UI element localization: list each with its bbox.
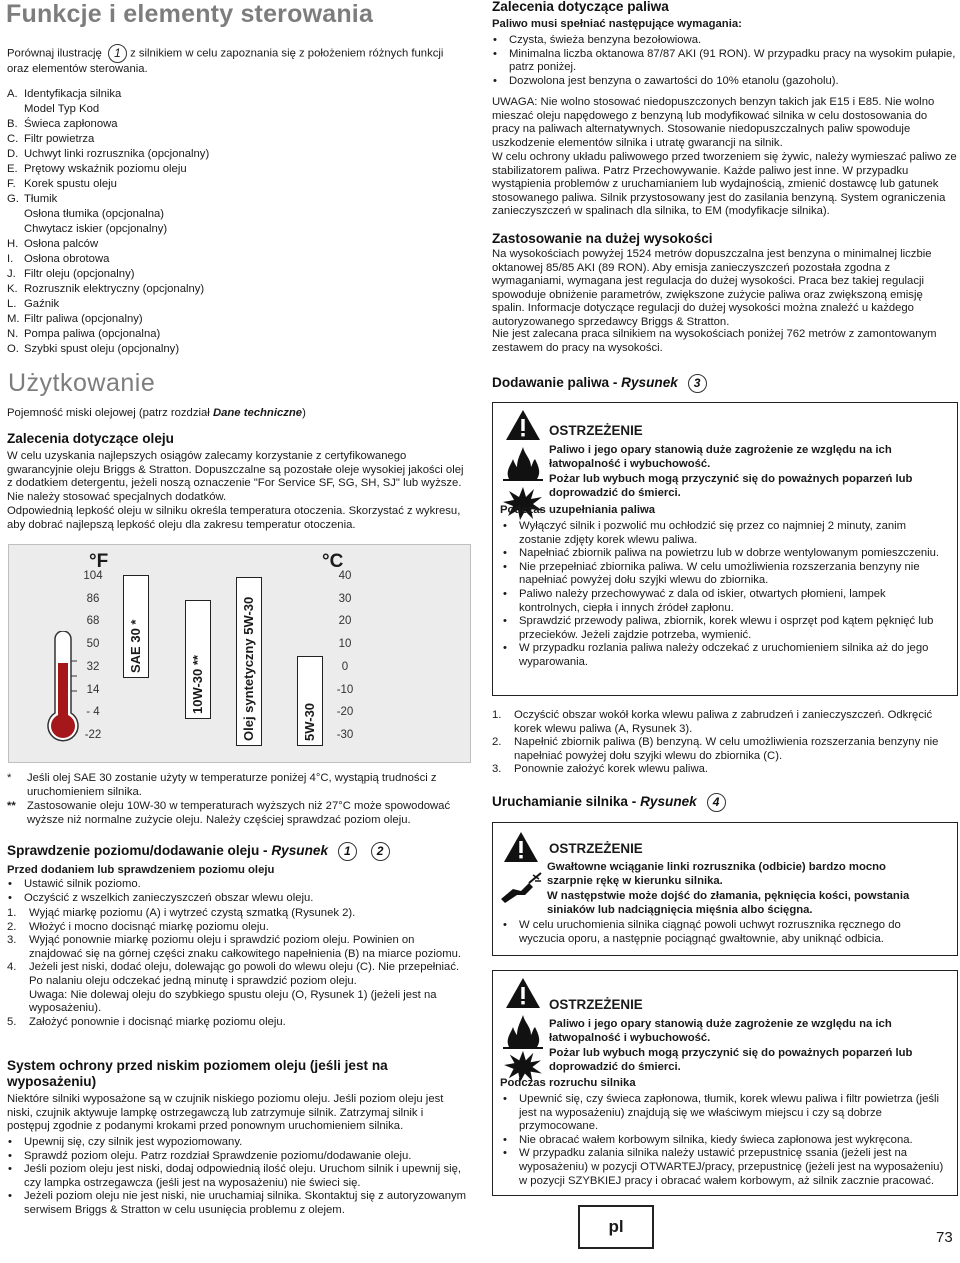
- fahrenheit-tick: 104: [83, 570, 103, 582]
- celsius-tick: 30: [338, 592, 352, 605]
- altitude-paragraph-2: Nie jest zalecana praca silnikiem na wysokościach poniżej 762 metrów z zamontowanym zestawem do pracy na wysokości.: [492, 328, 937, 354]
- fahrenheit-tick: 68: [86, 615, 100, 628]
- oil-section-title: Zalecenia dotyczące oleju: [7, 431, 174, 446]
- step-number: 1.: [7, 907, 17, 919]
- footnote-2-text: Zastosowanie oleju 10W-30 w temperaturach wyższych niż 27°C może spowodować wyższe niż normalne zużycie oleju. Należy częściej sprawdzać poziom oleju.: [27, 800, 451, 826]
- check-steps: [7, 907, 467, 1029]
- parts-list-key: O.: [7, 343, 19, 355]
- warning-title: OSTRZEŻENIE: [549, 997, 643, 1012]
- viscosity-bar: [185, 600, 211, 719]
- step-text: Ponownie założyć korek wlewu paliwa.: [514, 763, 709, 776]
- parts-list-item: [7, 117, 467, 132]
- parts-list-item: [7, 297, 467, 312]
- step-item: [7, 921, 467, 935]
- list-item: • Jeśli poziom oleju jest niski, dodaj odpowiednią ilość oleju. Uruchom silnik i upewnij się, czy lampka ostrzegawcza (jeśli jest na wyposażeniu) nie świeci się.: [2, 1163, 467, 1190]
- celsius-tick: 0: [341, 660, 349, 673]
- parts-list-key: K.: [7, 283, 18, 295]
- parts-list-item: [7, 147, 467, 162]
- add-fuel-title-text: Dodawanie paliwa -: [492, 375, 622, 391]
- parts-list-key: C.: [7, 133, 19, 145]
- parts-list-key: G.: [7, 193, 19, 205]
- parts-list-item: [7, 162, 467, 177]
- intro-text-cont: z silnikiem w celu zapoznania się z położeniem różnych funkcji oraz elementów sterowania.: [7, 47, 444, 75]
- parts-list-item: [7, 312, 467, 327]
- step-text: Wyjąć ponownie miarkę poziomu oleju i sprawdzić poziom oleju. Powinien on znajdować się na górnej części znaku całkowitego napełnienia (B) na miarce poziomu.: [29, 934, 462, 960]
- start-title-ref: Rysunek: [640, 794, 697, 810]
- figure-ref-2: 2: [371, 842, 390, 861]
- low-oil-paragraph: Niektóre silniki wyposażone są w czujnik niskiego poziomu oleju. Jeśli poziom oleju jest niski, czujnik aktywuje lampkę ostrzegawczą lub zatrzymuje silnik. Zatrzymaj silnik i postępuj zgodnie z podanymi krokami przed ponownym uruchomieniem silnika.: [7, 1093, 444, 1133]
- fahrenheit-tick: 14: [86, 683, 100, 696]
- figure-ref-1: 1: [338, 842, 357, 861]
- warning-bullets: [497, 919, 949, 946]
- list-item: • Ustawić silnik poziomo.: [2, 878, 467, 892]
- parts-list-key: L.: [7, 298, 17, 310]
- parts-list-key: E.: [7, 163, 18, 175]
- list-item: • Dozwolona jest benzyna o zawartości do 10% etanolu (gazoholu).: [487, 75, 957, 89]
- add-fuel-steps: [492, 709, 957, 777]
- page-number: 73: [936, 1229, 953, 1246]
- parts-list-label: Osłona palców: [24, 238, 99, 250]
- parts-list-label: Rozrusznik elektryczny (opcjonalny): [24, 283, 205, 295]
- list-item: • Upewnij się, czy silnik jest wypoziomowany.: [2, 1136, 467, 1150]
- step-number: 3.: [492, 763, 502, 776]
- warning-line-1: Gwałtowne wciąganie linki rozrusznika (odbicie) bardzo mocno szarpnie rękę w kierunku silnika.: [547, 861, 886, 887]
- warning-bullets: [497, 1093, 949, 1188]
- step-item: [7, 934, 467, 961]
- capacity-text-end: ): [302, 407, 306, 419]
- parts-list-item: [7, 237, 467, 252]
- step-number: 1.: [492, 709, 502, 721]
- list-item: • Nie przepełniać zbiornika paliwa. W celu umożliwienia rozszerzania benzyny nie napełniać powyżej dołu szyjki wlewu do zbiornika.: [497, 561, 949, 588]
- warning-bullets: [497, 520, 949, 670]
- add-fuel-title-ref: Rysunek: [621, 375, 678, 391]
- viscosity-bar-label: 10W-30 **: [190, 654, 205, 714]
- list-item: • Sprawdzić przewody paliwa, zbiornik, korek wlewu i osprzęt pod kątem pęknięć lub przecieków. Jeżeli zajdzie potrzeba, wymienić.: [497, 615, 949, 642]
- parts-list-item: [7, 252, 467, 267]
- step-item: [492, 736, 957, 763]
- warning-triangle-icon: [503, 831, 539, 863]
- step-text: Oczyścić obszar wokół korka wlewu paliwa z zabrudzeń i zanieczyszczeń. Odkręcić korek wlewu paliwa (A, Rysunek 3).: [514, 709, 933, 735]
- warning-title: OSTRZEŻENIE: [549, 841, 643, 856]
- usage-title: Użytkowanie: [8, 369, 156, 397]
- warning-subtitle: Podczas rozruchu silnika: [500, 1077, 636, 1089]
- viscosity-bar-label: Olej syntetyczny 5W-30: [241, 596, 256, 741]
- step-text: Włożyć i mocno docisnąć miarkę poziomu oleju.: [29, 920, 269, 933]
- parts-list-label: Korek spustu oleju: [24, 178, 117, 190]
- list-item: • W przypadku rozlania paliwa należy odczekać z uruchomieniem silnika aż do jego wyparowania.: [497, 642, 949, 669]
- capacity-ref: Dane techniczne: [212, 407, 303, 419]
- parts-list-key: M.: [7, 313, 20, 325]
- footnote-1-mark: *: [7, 772, 12, 784]
- parts-list-item: [7, 207, 467, 222]
- fahrenheit-tick: - 4: [86, 706, 100, 719]
- parts-list-label: Filtr paliwa (opcjonalny): [24, 313, 143, 325]
- parts-list-key: F.: [7, 178, 16, 190]
- celsius-unit: °C: [322, 551, 344, 572]
- page-title: Funkcje i elementy sterowania: [6, 0, 374, 28]
- fuel-subtitle: Paliwo musi spełniać następujące wymagania:: [492, 18, 742, 30]
- footnote-2-mark: **: [7, 800, 16, 812]
- step-item: [7, 961, 467, 988]
- warning-triangle-icon: [505, 409, 541, 441]
- list-item: • Paliwo należy przechowywać z dala od iskier, otwartych płomieni, lampek kontrolnych, ciepła i innych źródeł zapłonu.: [497, 588, 949, 615]
- viscosity-bar-label: SAE 30 *: [128, 619, 143, 673]
- oil-paragraph-1: W celu uzyskania najlepszych osiągów zalecamy korzystanie z certyfikowanego gwarancyjnie oleju Briggs & Stratton. Dopuszczalne są pozostałe oleje wysokiej jakości olej z dodatkiem detergentu, jeżeli noszą oznaczenie "For Service SF, SG, SH, SJ" lub wyższe. Nie należy stosować specjalnych dodatków.: [7, 450, 464, 503]
- list-item: • W celu uruchomienia silnika ciągnąć powoli uchwyt rozrusznika ręcznego do wyczucia oporu, a następnie pociągnąć gwałtownie, aby uniknąć odbicia.: [497, 919, 949, 946]
- parts-list-key: [7, 207, 24, 222]
- parts-list-item: [7, 132, 467, 147]
- low-oil-bullets: [2, 1136, 467, 1218]
- start-title-text: Uruchamianie silnika -: [492, 794, 641, 810]
- warning-line-1: Paliwo i jego opary stanowią duże zagrożenie ze względu na ich łatwopalność i wybuchowość.: [549, 444, 892, 470]
- intro-text: Porównaj ilustrację: [7, 47, 102, 60]
- step-item: [492, 709, 957, 736]
- parts-list-item: [7, 267, 467, 282]
- check-title-text: Sprawdzenie poziomu/dodawanie oleju -: [7, 843, 272, 859]
- list-item: • Minimalna liczba oktanowa 87/87 AKI (91 RON). W przypadku pracy na wysokim pułapie, patrz poniżej.: [487, 48, 957, 75]
- celsius-tick: -20: [336, 706, 354, 719]
- parts-list-key: B.: [7, 118, 18, 130]
- list-item: • Sprawdź poziom oleju. Patrz rozdział Sprawdzenie poziomu/dodawanie oleju.: [2, 1150, 467, 1164]
- celsius-tick: -30: [336, 728, 354, 741]
- parts-list-item: [7, 177, 467, 192]
- celsius-tick: 10: [338, 638, 352, 651]
- check-section-title: [7, 842, 390, 861]
- warning-line-2: Pożar lub wybuch mogą przyczynić się do poważnych poparzeń lub doprowadzić do śmierci.: [549, 473, 913, 499]
- warning-triangle-icon: [505, 977, 541, 1009]
- viscosity-bar-label: 5W-30: [302, 702, 317, 741]
- step-number: 2.: [492, 736, 502, 749]
- step-text: Założyć ponownie i docisnąć miarkę poziomu oleju.: [29, 1015, 286, 1028]
- viscosity-bar: [236, 577, 262, 746]
- fahrenheit-tick: 50: [86, 638, 100, 651]
- parts-list-label: Filtr powietrza: [24, 133, 95, 145]
- parts-list-key: H.: [7, 238, 19, 250]
- step-item: [492, 763, 957, 777]
- parts-list-item: [7, 342, 467, 357]
- parts-list-label: Osłona tłumika (opcjonalna): [24, 208, 165, 220]
- parts-list-item: [7, 102, 467, 117]
- celsius-tick: 40: [338, 570, 352, 582]
- altitude-paragraph-1: Na wysokościach powyżej 1524 metrów dopuszczalna jest benzyna o minimalnej liczbie oktanowej 85/85 AKI (89 RON). Aby emisja zanieczyszczeń pozostała zgodna z wymaganiami, wymagana jest regulacja do dużej wysokości. Praca bez takiej regulacji spowoduje obniżenie parametrów, zwiększone zużycie paliwa oraz zwiększoną emisję spalin. Informacje dotyczące regulacji do dużej wysokości można znaleźć u każdego autoryzowanego sprzedawcy Briggs & Stratton.: [492, 248, 932, 328]
- fahrenheit-unit: °F: [89, 551, 109, 572]
- warning-box-start: [492, 970, 958, 1196]
- step-item: [7, 1016, 467, 1030]
- parts-list-label: Uchwyt linki rozrusznika (opcjonalny): [24, 148, 210, 160]
- parts-list: [7, 87, 467, 357]
- parts-list-label: Osłona obrotowa: [24, 253, 110, 265]
- add-fuel-title: [492, 374, 707, 393]
- capacity-line: [7, 407, 306, 421]
- parts-list-key: [7, 222, 24, 237]
- step-number: 2.: [7, 920, 17, 933]
- parts-list-key: J.: [7, 268, 16, 280]
- oil-viscosity-chart: [8, 544, 471, 763]
- parts-list-item: [7, 192, 467, 207]
- parts-list-item: [7, 222, 467, 237]
- step-item: [7, 989, 467, 1016]
- viscosity-bar: [297, 656, 323, 745]
- parts-list-key: I.: [7, 253, 14, 265]
- parts-list-label: Świeca zapłonowa: [24, 118, 118, 130]
- parts-list-key: D.: [7, 148, 19, 160]
- parts-list-label: Identyfikacja silnika: [24, 88, 122, 100]
- intro-paragraph: [7, 44, 467, 77]
- fahrenheit-tick: 32: [86, 660, 100, 673]
- parts-list-label: Prętowy wskaźnik poziomu oleju: [24, 163, 187, 175]
- parts-list-label: Szybki spust oleju (opcjonalny): [24, 343, 180, 355]
- list-item: • Napełniać zbiornik paliwa na powietrzu lub w dobrze wentylowanym pomieszczeniu.: [497, 547, 949, 561]
- parts-list-key: A.: [7, 88, 18, 100]
- parts-list-key: N.: [7, 328, 19, 340]
- fahrenheit-tick: -22: [84, 728, 102, 741]
- fuel-paragraph-2: W celu ochrony układu paliwowego przed tworzeniem się żywic, należy wymieszać paliwo ze stabilizatorem paliwa. Patrz Przechowywanie. Każde paliwo jest inne. W przypadku wystąpienia problemów z uruchamianiem lub wydajnością, zmienić dostawcę lub gatunek stosowanego paliwa. Silnik przystosowany jest do zasilania benzyną. System ograniczenia zanieczyszczeń w spalinach dla silnika, to EM (modyfikacje silnika).: [492, 151, 957, 218]
- parts-list-label: Model Typ Kod: [24, 103, 100, 115]
- figure-ref: 1: [108, 44, 127, 63]
- check-title-ref: Rysunek: [271, 843, 329, 859]
- parts-list-key: [7, 102, 24, 117]
- kickback-hand-icon: [499, 871, 543, 905]
- list-item: • Nie obracać wałem korbowym silnika, kiedy świeca zapłonowa jest wykręcona.: [497, 1134, 949, 1148]
- parts-list-label: Gaźnik: [24, 298, 60, 310]
- step-number: 4.: [7, 961, 17, 974]
- list-item: • W przypadku zalania silnika należy ustawić przepustnicę ssania (jeżeli jest na wyposażeniu) w pozycji OTWARTEJ/pracy, przepustnicę (jeżeli jest na wyposażeniu) w pozycji SZYBKIEJ pracy i obracać wałem korbowym, aż silnik zacznie pracować.: [497, 1147, 949, 1188]
- step-text: Wyjąć miarkę poziomu (A) i wytrzeć czystą szmatką (Rysunek 2).: [29, 907, 356, 919]
- check-bullets: [2, 878, 467, 905]
- fire-icon: [503, 445, 543, 481]
- step-number: 5.: [7, 1015, 17, 1028]
- warning-line-1: Paliwo i jego opary stanowią duże zagrożenie ze względu na ich łatwopalność i wybuchowość.: [549, 1018, 892, 1044]
- step-item: [7, 907, 467, 921]
- celsius-tick: 20: [338, 615, 352, 628]
- list-item: • Wyłączyć silnik i pozwolić mu ochłodzić się przez co najmniej 2 minuty, zanim zostanie zdjęty korek wlewu paliwa.: [497, 520, 949, 547]
- list-item: • Upewnić się, czy świeca zapłonowa, tłumik, korek wlewu paliwa i filtr powietrza (jeśli jest na wyposażeniu) znajdują się we właściwym miejscu i czy są dobrze przymocowane.: [497, 1093, 949, 1134]
- warning-title: OSTRZEŻENIE: [549, 423, 643, 438]
- step-text: Jeżeli jest niski, dodać oleju, dolewając go powoli do wlewu oleju (C). Nie przepełniać. Po nalaniu oleju odczekać jedną minutę i sprawdzić poziom oleju.: [29, 961, 460, 987]
- fuel-paragraph-1: UWAGA: Nie wolno stosować niedopuszczonych benzyn takich jak E15 i E85. Nie wolno mieszać oleju napędowego z benzyną lub modyfikować silnika w celu dostosowania do pracy na paliwach alternatywnych. Stosowanie niedopuszczalnych paliw spowoduje uszkodzenie elementów silnika i utratę gwarancji na silnik.: [492, 96, 935, 149]
- parts-list-label: Tłumik: [24, 193, 58, 205]
- fahrenheit-tick: 86: [86, 592, 100, 605]
- figure-ref-3: 3: [688, 374, 707, 393]
- thermometer-icon: [41, 631, 85, 747]
- list-item: • Jeżeli poziom oleju nie jest niski, nie uruchamiaj silnika. Skontaktuj się z autoryzowanym serwisem Briggs & Stratton w celu usunięcia problemu z olejem.: [2, 1190, 467, 1217]
- list-item: • Oczyścić z wszelkich zanieczyszczeń obszar wlewu oleju.: [2, 892, 467, 906]
- step-text: Uwaga: Nie dolewaj oleju do szybkiego spustu oleju (O, Rysunek 1) (jeżeli jest na wyposażeniu).: [29, 988, 437, 1015]
- warning-line-2: Pożar lub wybuch mogą przyczynić się do poważnych poparzeń lub doprowadzić do śmierci.: [549, 1047, 913, 1073]
- warning-box-refuel: [492, 402, 958, 696]
- step-text: Napełnić zbiornik paliwa (B) benzyną. W celu umożliwienia rozszerzania benzyny nie napełniać powyżej dołu szyjki wlewu do zbiornika (C).: [514, 736, 939, 762]
- parts-list-label: Pompa paliwa (opcjonalna): [24, 328, 161, 340]
- fuel-bullets: [487, 34, 957, 88]
- fuel-section-title: Zalecenia dotyczące paliwa: [492, 0, 669, 14]
- start-engine-title: [492, 793, 726, 812]
- footnote-2: [7, 800, 467, 827]
- footnote-1-text: Jeśli olej SAE 30 zostanie użyty w temperaturze poniżej 4°C, wystąpią trudności z uruchomieniem silnika.: [27, 772, 437, 798]
- capacity-text: Pojemność miski olejowej (patrz rozdział: [7, 407, 213, 419]
- oil-paragraph-2: Odpowiednią lepkość oleju w silniku określa temperatura otoczenia. Skorzystać z wykresu, aby dobrać najlepszą lepkość oleju dla zakresu temperatur otoczenia.: [7, 505, 461, 531]
- altitude-title: Zastosowanie na dużej wysokości: [492, 231, 713, 246]
- parts-list-item: [7, 282, 467, 297]
- step-number: 3.: [7, 934, 17, 947]
- check-subtitle: Przed dodaniem lub sprawdzeniem poziomu oleju: [7, 864, 275, 876]
- parts-list-label: Filtr oleju (opcjonalny): [24, 268, 135, 280]
- list-item: • Czysta, świeża benzyna bezołowiowa.: [487, 34, 957, 48]
- warning-line-2: W następstwie może dojść do złamania, pęknięcia kości, powstania siniaków lub nadciągnięcia mięśnia albo ścięgna.: [547, 890, 910, 916]
- parts-list-item: [7, 327, 467, 342]
- fire-icon: [503, 1013, 543, 1049]
- low-oil-title: System ochrony przed niskim poziomem oleju (jeśli jest na wyposażeniu): [7, 1058, 388, 1089]
- parts-list-item: [7, 87, 467, 102]
- figure-ref-4: 4: [707, 793, 726, 812]
- celsius-tick: -10: [336, 683, 354, 696]
- parts-list-label: Chwytacz iskier (opcjonalny): [24, 223, 168, 235]
- language-tag: pl: [578, 1205, 654, 1249]
- footnote-1: [7, 772, 467, 799]
- viscosity-bar: [123, 575, 149, 678]
- warning-subtitle: Podczas uzupełniania paliwa: [500, 504, 656, 516]
- warning-box-kickback: [492, 822, 958, 956]
